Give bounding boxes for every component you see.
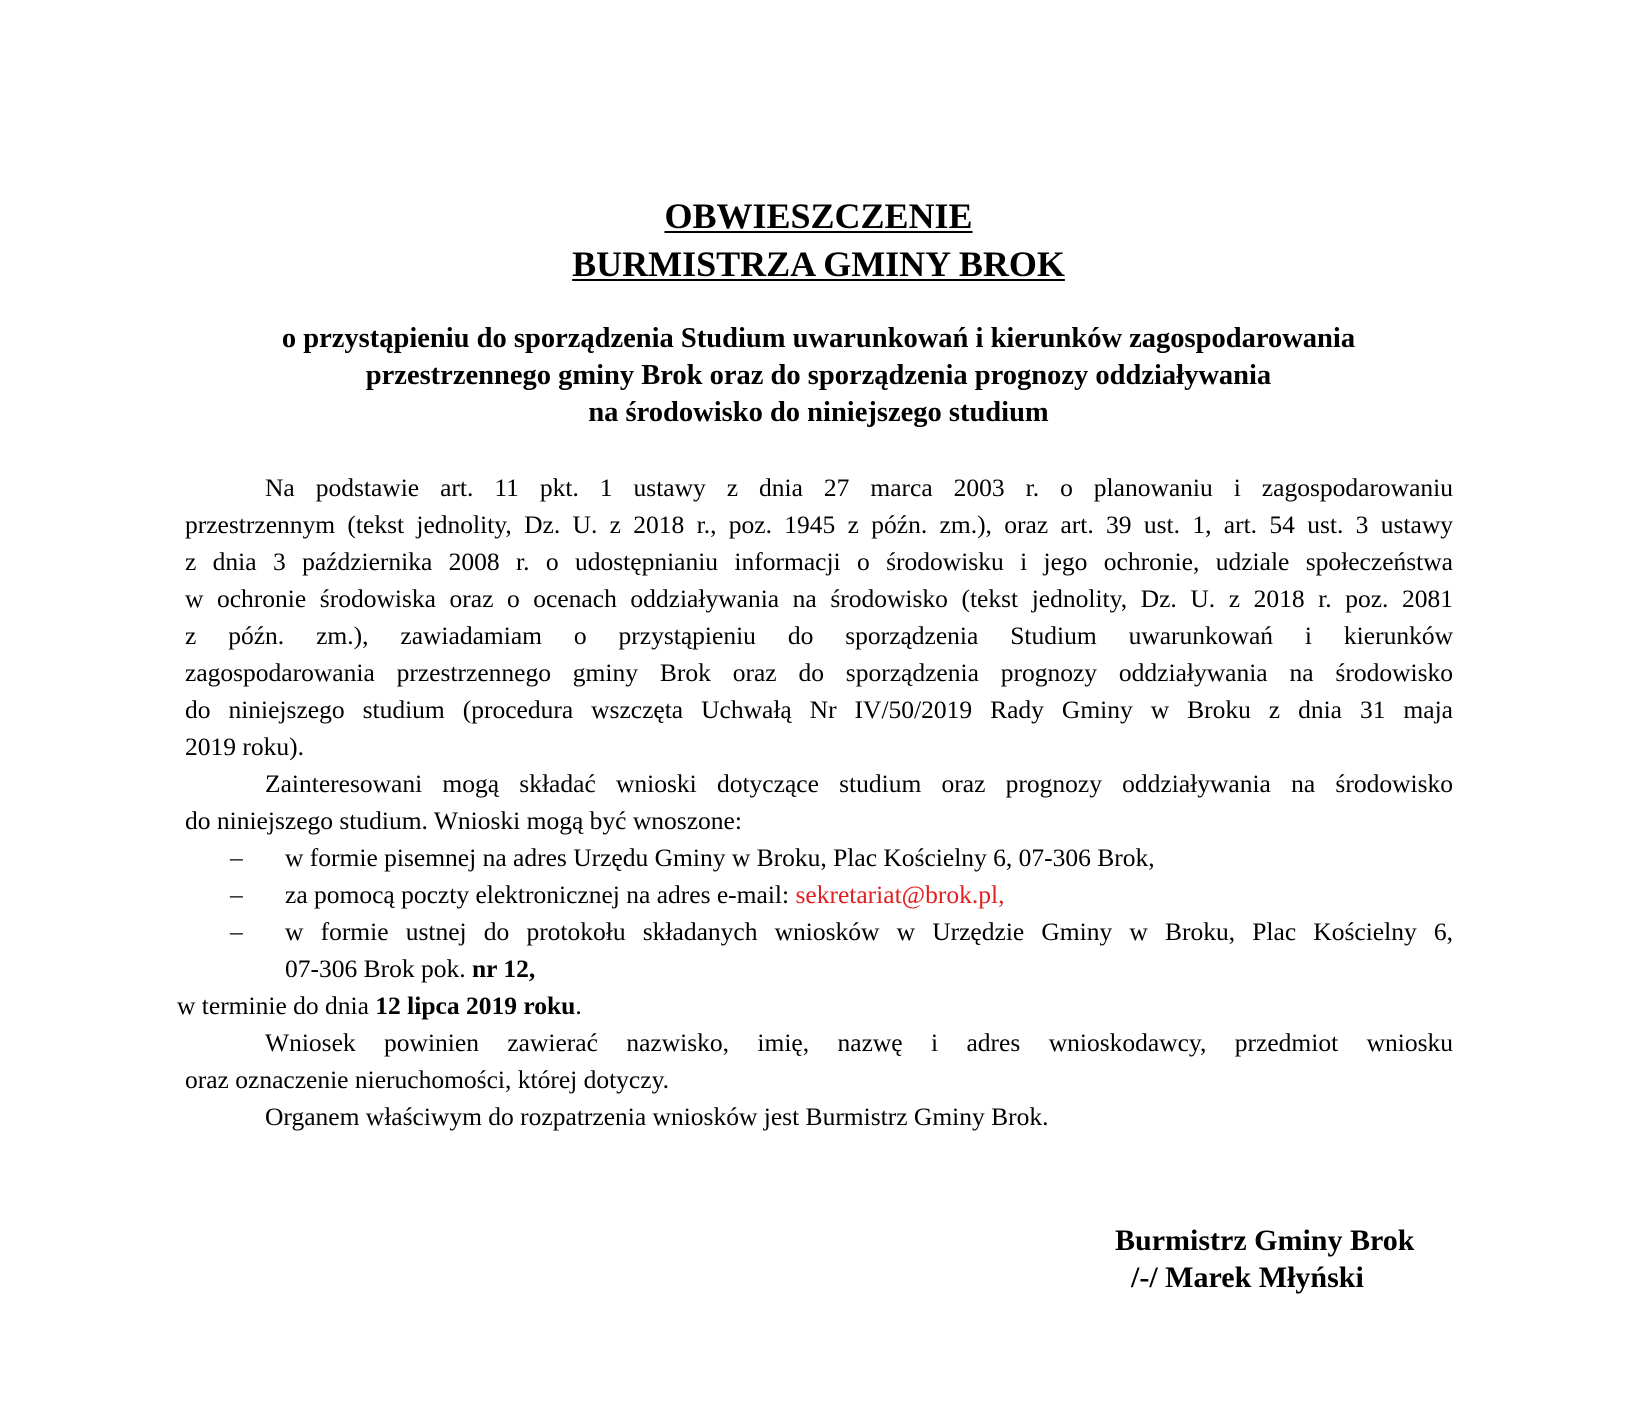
deadline-end: . <box>575 991 582 1020</box>
list-item <box>185 839 1453 876</box>
list-item <box>185 913 1453 987</box>
list-item-text: za pomocą poczty elektronicznej na adres e-mail: <box>285 880 796 909</box>
body-line: z dnia 3 października 2008 r. o udostępnianiu informacji o środowisku i jego ochronie, udziale społeczeństwa <box>185 547 1453 576</box>
body-line: do niniejszego studium (procedura wszczęta Uchwałą Nr IV/50/2019 Rady Gminy w Broku z dnia 31 maja <box>185 695 1453 724</box>
deadline-text: w terminie do dnia <box>177 991 376 1020</box>
list-item-text: w formie pisemnej na adres Urzędu Gminy w Broku, Plac Kościelny 6, 07-306 Brok, <box>285 843 1155 872</box>
body-line: zagospodarowania przestrzennego gminy Brok oraz do sporządzenia prognozy oddziaływania na środowisko <box>185 658 1453 687</box>
subtitle-line-3: na środowisko do niniejszego studium <box>588 397 1049 428</box>
paragraph-applications <box>185 765 1453 839</box>
body-line: oraz oznaczenie nieruchomości, której dotyczy. <box>185 1065 670 1094</box>
signature-block <box>1115 1222 1414 1296</box>
body-line: przestrzennym (tekst jednolity, Dz. U. z 2018 r., poz. 1945 z późn. zm.), oraz art. 39 ust. 1, art. 54 ust. 3 ustawy <box>185 510 1453 539</box>
list-dash: – <box>230 880 243 909</box>
room-number: nr 12, <box>472 954 536 983</box>
body-line: do niniejszego studium. Wnioski mogą być wnoszone: <box>185 806 742 835</box>
list-item-text: w formie ustnej do protokołu składanych wniosków w Urzędzie Gminy w Broku, Plac Kościelny 6, <box>285 917 1453 946</box>
subtitle-line-1: o przystąpieniu do sporządzenia Studium uwarunkowań i kierunków zagospodarowania <box>281 323 1356 354</box>
list-item <box>185 876 1453 913</box>
office-room-text: 07-306 Brok pok. <box>285 954 472 983</box>
list-dash: – <box>230 843 243 872</box>
body-line: Zainteresowani mogą składać wnioski dotyczące studium oraz prognozy oddziaływania na środowisko <box>265 769 1453 798</box>
document-subtitle <box>150 320 1487 431</box>
email-link[interactable]: sekretariat@brok.pl, <box>795 880 1005 909</box>
body-line: z późn. zm.), zawiadamiam o przystąpieniu do sporządzenia Studium uwarunkowań i kierunków <box>185 621 1453 650</box>
document-title <box>0 192 1637 288</box>
list-item-text-continued <box>285 950 1453 987</box>
signature-name: /-/ Marek Młyński <box>1131 1261 1364 1294</box>
submission-methods-list <box>185 839 1453 987</box>
list-dash: – <box>230 917 243 946</box>
body-line: w ochronie środowiska oraz o ocenach oddziaływania na środowisko (tekst jednolity, Dz. U. z 2018 r. poz. 2081 <box>185 584 1453 613</box>
deadline-date: 12 lipca 2019 roku <box>375 991 576 1020</box>
paragraph-legal-basis <box>185 469 1453 765</box>
subtitle-line-2: przestrzennego gminy Brok oraz do sporządzenia prognozy oddziaływania <box>365 360 1272 391</box>
body-line: Na podstawie art. 11 pkt. 1 ustawy z dnia 27 marca 2003 r. o planowaniu i zagospodarowaniu <box>265 473 1453 502</box>
signature-title: Burmistrz Gminy Brok <box>1115 1224 1415 1257</box>
title-line-1: OBWIESZCZENIE <box>664 196 973 236</box>
body-line: Wniosek powinien zawierać nazwisko, imię, nazwę i adres wnioskodawcy, przedmiot wniosku <box>265 1028 1453 1057</box>
document-body <box>177 469 1453 1135</box>
paragraph-requirements <box>185 1024 1453 1098</box>
paragraph-authority: Organem właściwym do rozpatrzenia wniosków jest Burmistrz Gminy Brok. <box>265 1102 1049 1131</box>
deadline-line <box>177 987 1453 1024</box>
body-line: 2019 roku). <box>185 732 304 761</box>
title-line-2: BURMISTRZA GMINY BROK <box>572 244 1065 284</box>
